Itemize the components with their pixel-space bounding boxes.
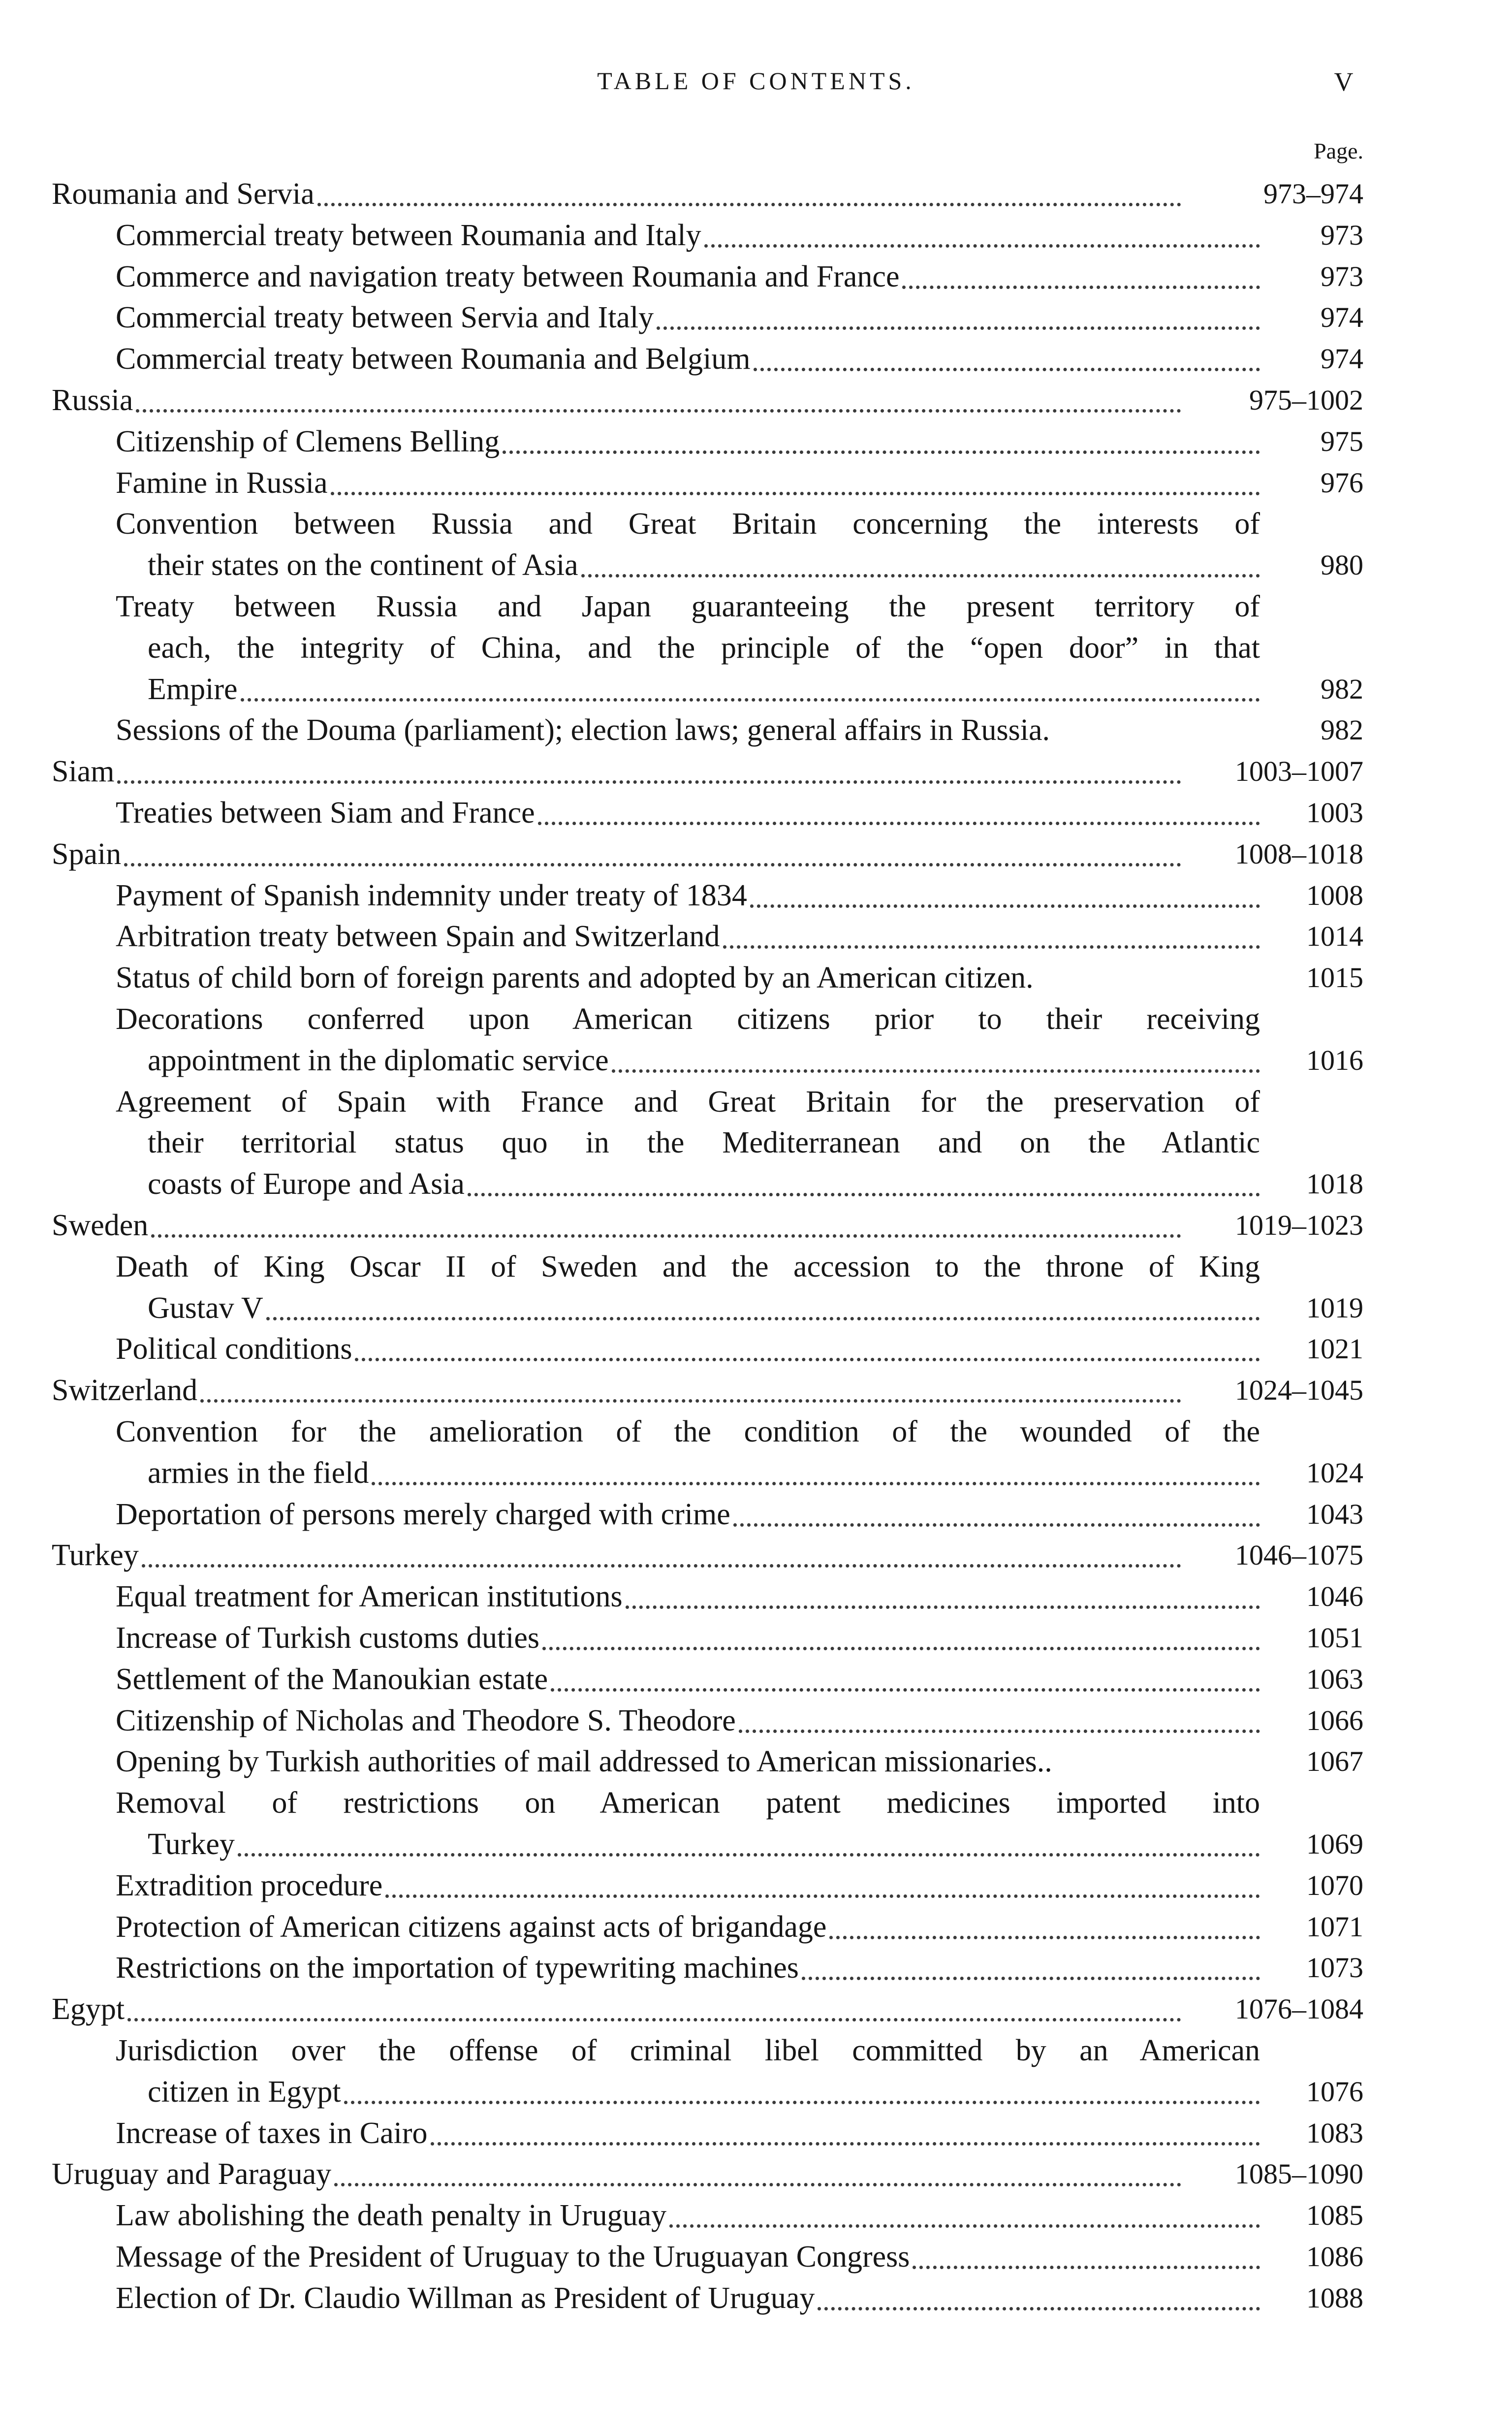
entry-text bbox=[116, 341, 1260, 377]
toc-entry-row bbox=[116, 2112, 1363, 2152]
entry-text bbox=[148, 2074, 1260, 2110]
toc-section-row bbox=[52, 1204, 1363, 1245]
toc-entry-row bbox=[116, 1905, 1363, 1946]
toc-entry-row bbox=[116, 1245, 1363, 1286]
toc-entry-row bbox=[148, 2070, 1363, 2111]
dot-leader bbox=[355, 1358, 1260, 1361]
dot-leader bbox=[372, 1482, 1260, 1485]
dot-leader bbox=[739, 1730, 1260, 1733]
entry-label: Message of the President of Uruguay to the Uruguayan Congress bbox=[116, 2240, 910, 2274]
dot-leader bbox=[754, 368, 1260, 371]
page-reference: 1014 bbox=[1306, 920, 1363, 953]
page-reference: 1076 bbox=[1306, 2075, 1363, 2108]
toc-entry-row bbox=[148, 668, 1363, 708]
page-reference: 982 bbox=[1321, 673, 1363, 705]
entry-label: Decorations conferred upon American citizens prior to their receiving bbox=[116, 1002, 1260, 1036]
entry-text bbox=[116, 423, 1260, 460]
entry-text bbox=[148, 1826, 1260, 1862]
page-reference: 1086 bbox=[1306, 2241, 1363, 2273]
dot-leader bbox=[723, 945, 1260, 949]
entry-label: Death of King Oscar II of Sweden and the accession to the throne of King bbox=[116, 1250, 1260, 1283]
toc-entry-row bbox=[116, 1946, 1363, 1987]
entry-label: Sessions of the Douma (parliament); election laws; general affairs in Russia. bbox=[116, 713, 1050, 747]
dot-leader bbox=[802, 1977, 1260, 1980]
entry-text bbox=[116, 1578, 1260, 1615]
dot-leader bbox=[818, 2307, 1260, 2310]
entry-label: Famine in Russia bbox=[116, 466, 328, 500]
page-reference: 1067 bbox=[1306, 1745, 1363, 1778]
toc-entry-row bbox=[148, 1286, 1363, 1327]
toc-section-row bbox=[52, 750, 1363, 791]
section-title bbox=[52, 1991, 1181, 2027]
dot-leader bbox=[151, 1234, 1181, 1238]
page-reference: 974 bbox=[1321, 301, 1363, 334]
dot-leader bbox=[385, 1894, 1260, 1898]
section-title bbox=[52, 1372, 1181, 1409]
toc-entry-row bbox=[116, 255, 1363, 296]
entry-text bbox=[116, 465, 1260, 501]
entry-text bbox=[116, 1413, 1260, 1450]
entry-label: their states on the continent of Asia bbox=[148, 548, 578, 582]
toc-entry-row bbox=[116, 2276, 1363, 2317]
entry-label: citizen in Egypt bbox=[148, 2075, 341, 2109]
entry-label: Egypt bbox=[52, 1992, 125, 2026]
page-reference: 1076–1084 bbox=[1235, 1993, 1363, 2025]
dot-leader bbox=[334, 2183, 1181, 2186]
entry-label: Spain bbox=[52, 837, 122, 871]
page-reference: 1015 bbox=[1306, 962, 1363, 994]
dot-leader bbox=[829, 1936, 1260, 1939]
toc-entry-row bbox=[116, 1740, 1363, 1781]
dot-leader bbox=[542, 1647, 1260, 1650]
toc-entry-row bbox=[116, 1658, 1363, 1699]
section-title bbox=[52, 1537, 1181, 1573]
page-reference: 974 bbox=[1321, 343, 1363, 375]
toc-section-row bbox=[52, 2152, 1363, 2193]
page-reference: 1051 bbox=[1306, 1622, 1363, 1654]
entry-label: Law abolishing the death penalty in Uruguay bbox=[116, 2199, 667, 2233]
entry-label: Siam bbox=[52, 755, 115, 789]
section-title bbox=[52, 836, 1181, 872]
toc-entry-row bbox=[116, 502, 1363, 543]
page-reference: 1083 bbox=[1306, 2116, 1363, 2149]
dot-leader bbox=[612, 1069, 1260, 1073]
page-reference: 1046–1075 bbox=[1235, 1539, 1363, 1571]
entry-label: Jurisdiction over the offense of criminal libel committed by an American bbox=[116, 2034, 1260, 2067]
entry-label: armies in the field bbox=[148, 1456, 369, 1490]
dot-leader bbox=[750, 904, 1260, 908]
dot-leader bbox=[581, 574, 1260, 577]
page-reference: 1008–1018 bbox=[1235, 837, 1363, 870]
page-reference: 1073 bbox=[1306, 1952, 1363, 1984]
entry-label: Arbitration treaty between Spain and Switzerland bbox=[116, 920, 720, 954]
entry-label: Equal treatment for American institutions bbox=[116, 1580, 623, 1614]
dot-leader bbox=[241, 698, 1260, 702]
entry-label: Opening by Turkish authorities of mail addressed to American missionaries.. bbox=[116, 1745, 1052, 1779]
entry-text bbox=[116, 1785, 1260, 1821]
toc-entry-row bbox=[116, 2235, 1363, 2276]
page-reference: 973 bbox=[1321, 260, 1363, 292]
dot-leader bbox=[124, 863, 1181, 866]
toc-entry-row bbox=[116, 2029, 1363, 2070]
entry-label: Empire bbox=[148, 672, 238, 706]
section-title bbox=[52, 382, 1181, 418]
toc-entry-row bbox=[116, 461, 1363, 502]
toc-entry-row bbox=[148, 1823, 1363, 1863]
dot-leader bbox=[551, 1688, 1260, 1692]
entry-text bbox=[148, 1455, 1260, 1491]
toc-entry-row bbox=[148, 1039, 1363, 1080]
page-reference: 1066 bbox=[1306, 1704, 1363, 1736]
toc-section-row bbox=[52, 379, 1363, 419]
page-reference: 973–974 bbox=[1263, 178, 1363, 210]
entry-text bbox=[116, 1743, 1260, 1780]
toc-section-row bbox=[52, 833, 1363, 873]
entry-text bbox=[148, 1042, 1260, 1079]
entry-label: Convention for the amelioration of the condition of the wounded of the bbox=[116, 1415, 1260, 1448]
entry-label: their territorial status quo in the Mediterranean and on the Atlantic bbox=[148, 1126, 1260, 1160]
page-reference: 1019 bbox=[1306, 1291, 1363, 1324]
toc-entry-row bbox=[116, 296, 1363, 337]
entry-label: Turkey bbox=[148, 1827, 235, 1861]
entry-text bbox=[148, 1124, 1260, 1161]
entry-label: Treaty between Russia and Japan guaranteeing the present territory of bbox=[116, 590, 1260, 623]
entry-label: Increase of Turkish customs duties bbox=[116, 1621, 540, 1655]
entry-text bbox=[116, 1496, 1260, 1533]
entry-text bbox=[116, 1001, 1260, 1037]
page-column-label: Page. bbox=[1314, 138, 1363, 163]
dot-leader bbox=[142, 1564, 1181, 1568]
entry-label: Roumania and Servia bbox=[52, 177, 315, 211]
dot-leader bbox=[127, 2018, 1181, 2021]
entry-label: Settlement of the Manoukian estate bbox=[116, 1662, 548, 1696]
dot-leader bbox=[117, 780, 1181, 784]
entry-label: Extradition procedure bbox=[116, 1868, 383, 1902]
entry-text bbox=[116, 1331, 1260, 1367]
toc-entry-row bbox=[116, 997, 1363, 1038]
dot-leader bbox=[626, 1605, 1260, 1609]
toc-entry-row bbox=[116, 420, 1363, 461]
dot-leader bbox=[704, 244, 1260, 248]
entry-label: Commercial treaty between Servia and Italy bbox=[116, 301, 654, 335]
toc-entry-row bbox=[116, 337, 1363, 378]
toc-section-row bbox=[52, 1534, 1363, 1574]
dot-leader bbox=[902, 286, 1260, 289]
entry-label: Restrictions on the importation of typewriting machines bbox=[116, 1951, 799, 1985]
entry-label: Gustav V bbox=[148, 1291, 263, 1325]
page-reference: 1085 bbox=[1306, 2199, 1363, 2232]
entry-label: Treaties between Siam and France bbox=[116, 796, 535, 830]
dot-leader bbox=[669, 2224, 1260, 2228]
dot-leader bbox=[913, 2266, 1260, 2269]
entry-text bbox=[116, 1249, 1260, 1285]
page-reference: 1088 bbox=[1306, 2281, 1363, 2314]
entry-text bbox=[116, 1909, 1260, 1945]
entry-text bbox=[116, 217, 1260, 254]
entry-text bbox=[148, 1166, 1260, 1202]
toc-section-row bbox=[52, 172, 1363, 213]
toc-section-row bbox=[52, 1987, 1363, 2028]
entry-label: each, the integrity of China, and the principle of the “open door” in that bbox=[148, 631, 1260, 665]
page-reference: 1071 bbox=[1306, 1910, 1363, 1943]
page-reference: 1024 bbox=[1306, 1456, 1363, 1489]
entry-label: Payment of Spanish indemnity under treaty of 1834 bbox=[116, 878, 747, 912]
page-reference: 1003–1007 bbox=[1235, 755, 1363, 788]
entry-label: Citizenship of Clemens Belling bbox=[116, 424, 500, 458]
dot-leader bbox=[503, 450, 1260, 454]
dot-leader bbox=[538, 822, 1260, 825]
entry-label: Removal of restrictions on American patent medicines imported into bbox=[116, 1786, 1260, 1820]
page-reference: 1085–1090 bbox=[1235, 2158, 1363, 2190]
entry-text bbox=[116, 588, 1260, 625]
entry-label: Russia bbox=[52, 384, 133, 417]
page-reference: 975 bbox=[1321, 425, 1363, 457]
page-reference: 980 bbox=[1321, 549, 1363, 581]
entry-text bbox=[116, 960, 1260, 996]
entry-label: Uruguay and Paraguay bbox=[52, 2157, 332, 2191]
entry-text bbox=[116, 2115, 1260, 2151]
page-reference: 1016 bbox=[1306, 1044, 1363, 1076]
dot-leader bbox=[468, 1193, 1260, 1196]
dot-leader bbox=[200, 1399, 1181, 1403]
toc-entry-row bbox=[148, 1162, 1363, 1203]
entry-text bbox=[148, 671, 1260, 707]
toc-entry-row bbox=[116, 1864, 1363, 1905]
entry-label: Commercial treaty between Roumania and Italy bbox=[116, 218, 701, 252]
entry-text bbox=[116, 2239, 1260, 2275]
page-reference: 1003 bbox=[1306, 797, 1363, 829]
page-reference: 1008 bbox=[1306, 879, 1363, 911]
toc-entry-row bbox=[148, 626, 1363, 667]
entry-text bbox=[116, 1084, 1260, 1120]
entry-text bbox=[116, 2032, 1260, 2069]
page-reference: 975–1002 bbox=[1249, 384, 1363, 416]
toc-section-row bbox=[52, 1369, 1363, 1410]
entry-label: Switzerland bbox=[52, 1374, 198, 1408]
page-number: V bbox=[1334, 67, 1354, 96]
page-reference: 1024–1045 bbox=[1235, 1374, 1363, 1407]
page-reference: 982 bbox=[1321, 714, 1363, 746]
entry-text bbox=[116, 299, 1260, 336]
dot-leader bbox=[344, 2101, 1260, 2104]
toc-entry-row bbox=[116, 1080, 1363, 1121]
toc-entry-row bbox=[116, 956, 1363, 997]
dot-leader bbox=[136, 409, 1181, 413]
entry-text bbox=[116, 506, 1260, 542]
toc-entry-row bbox=[116, 1410, 1363, 1451]
page-header bbox=[0, 66, 1512, 106]
dot-leader bbox=[733, 1523, 1260, 1527]
toc-entry-row bbox=[116, 1781, 1363, 1822]
entry-text bbox=[116, 918, 1260, 955]
page-reference: 1046 bbox=[1306, 1580, 1363, 1613]
page-reference: 1018 bbox=[1306, 1168, 1363, 1200]
entry-label: Deportation of persons merely charged with crime bbox=[116, 1497, 730, 1531]
entry-label: Turkey bbox=[52, 1539, 139, 1572]
entry-text bbox=[116, 2280, 1260, 2316]
entry-label: coasts of Europe and Asia bbox=[148, 1167, 465, 1201]
entry-label: appointment in the diplomatic service bbox=[148, 1043, 609, 1077]
toc-entry-row bbox=[116, 915, 1363, 956]
toc-entry-row bbox=[148, 1451, 1363, 1492]
entry-text bbox=[148, 1290, 1260, 1326]
section-title bbox=[52, 753, 1181, 790]
toc-entry-row bbox=[116, 2194, 1363, 2235]
section-title bbox=[52, 1207, 1181, 1244]
entry-text bbox=[116, 795, 1260, 831]
toc-entry-row bbox=[116, 1575, 1363, 1616]
toc-entry-row bbox=[116, 1699, 1363, 1740]
dot-leader bbox=[266, 1317, 1260, 1320]
page-reference: 1069 bbox=[1306, 1828, 1363, 1860]
entry-text bbox=[116, 712, 1260, 748]
entry-label: Citizenship of Nicholas and Theodore S. Theodore bbox=[116, 1703, 736, 1737]
entry-text bbox=[116, 1661, 1260, 1698]
dot-leader bbox=[238, 1853, 1260, 1857]
toc-entry-row bbox=[116, 1327, 1363, 1368]
entry-label: Agreement of Spain with France and Great Britain for the preservation of bbox=[116, 1085, 1260, 1119]
entry-text bbox=[148, 547, 1260, 583]
entry-text bbox=[116, 2197, 1260, 2234]
dot-leader bbox=[657, 326, 1260, 330]
toc-entry-row bbox=[116, 708, 1363, 749]
entry-label: Increase of taxes in Cairo bbox=[116, 2116, 428, 2150]
table-of-contents bbox=[0, 172, 1512, 2388]
toc-entry-row bbox=[148, 1121, 1363, 1162]
page-reference: 976 bbox=[1321, 466, 1363, 499]
toc-entry-row bbox=[116, 214, 1363, 255]
dot-leader bbox=[317, 203, 1181, 206]
section-title bbox=[52, 2156, 1181, 2192]
entry-label: Commerce and navigation treaty between Roumania and France bbox=[116, 259, 900, 293]
page-reference: 1063 bbox=[1306, 1663, 1363, 1695]
toc-entry-row bbox=[148, 544, 1363, 584]
entry-text bbox=[116, 258, 1260, 295]
toc-entry-row bbox=[116, 874, 1363, 915]
toc-entry-row bbox=[116, 1616, 1363, 1657]
entry-label: Protection of American citizens against acts of brigandage bbox=[116, 1910, 827, 1944]
entry-text bbox=[116, 1620, 1260, 1656]
page-reference: 1070 bbox=[1306, 1869, 1363, 1901]
entry-label: Status of child born of foreign parents and adopted by an American citizen. bbox=[116, 961, 1034, 995]
toc-entry-row bbox=[116, 1493, 1363, 1534]
entry-text bbox=[116, 877, 1260, 914]
entry-label: Political conditions bbox=[116, 1332, 352, 1366]
entry-text bbox=[116, 1702, 1260, 1739]
dot-leader bbox=[431, 2142, 1260, 2146]
entry-text bbox=[116, 1867, 1260, 1904]
entry-label: Election of Dr. Claudio Willman as President of Uruguay bbox=[116, 2281, 815, 2315]
entry-text bbox=[116, 1950, 1260, 1986]
page-reference: 1043 bbox=[1306, 1498, 1363, 1530]
section-title bbox=[52, 176, 1181, 212]
page-reference: 1019–1023 bbox=[1235, 1209, 1363, 1241]
dot-leader bbox=[331, 492, 1260, 495]
toc-entry-row bbox=[116, 791, 1363, 832]
entry-text bbox=[148, 630, 1260, 666]
entry-label: Commercial treaty between Roumania and Belgium bbox=[116, 342, 751, 376]
entry-label: Sweden bbox=[52, 1209, 149, 1242]
toc-entry-row bbox=[116, 585, 1363, 626]
entry-label: Convention between Russia and Great Britain concerning the interests of bbox=[116, 507, 1260, 541]
page-title: TABLE OF CONTENTS. bbox=[597, 67, 915, 95]
page-reference: 1021 bbox=[1306, 1333, 1363, 1365]
page-reference: 973 bbox=[1321, 219, 1363, 251]
